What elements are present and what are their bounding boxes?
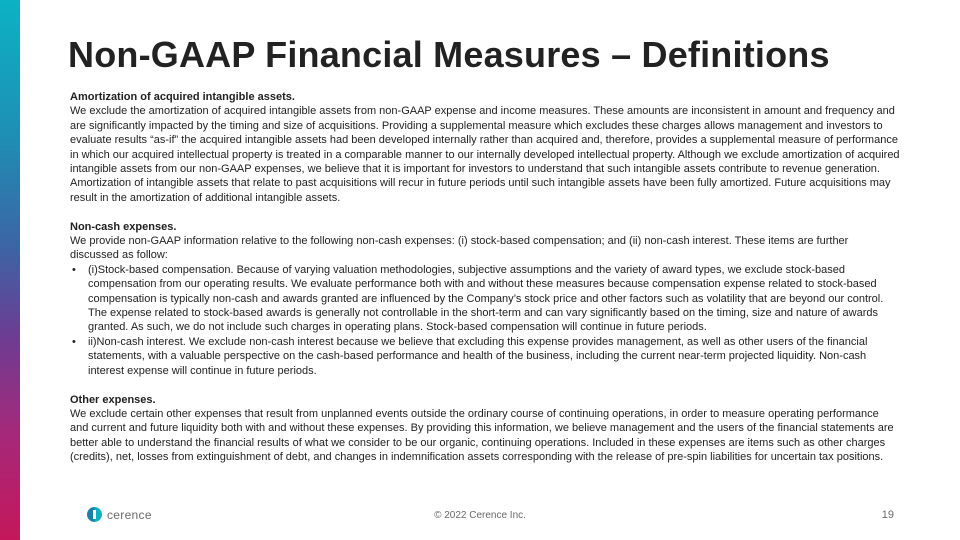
- section-non-cash-expenses: [70, 220, 900, 378]
- bullet-text: (i)Stock-based compensation. Because of varying valuation methodologies, subjective assumptions and the variety of award types, we exclude stock-based compensation from our operating results. We evaluate performance both with and without these measures because compensation expense related to stock-based compensation is typically non-cash and awards granted are influenced by the Company’s stock price and other factors such as volatility that are beyond our control. The expense related to stock-based awards is generally not controllable in the short-term and can vary significantly based on the timing, size and nature of awards granted. As such, we do not include such charges in operating plans. Stock-based compensation will continue in future periods.: [88, 263, 884, 334]
- definitions-body: [70, 90, 900, 465]
- section-heading-amortization: Amortization of acquired intangible assets.: [70, 91, 295, 103]
- section-body-other: We exclude certain other expenses that result from unplanned events outside the ordinary course of continuing operations, in order to measure operating performance and current and future liquidity both with and without these expenses. By providing this information, we believe management and the users of the financial statements are better able to understand the financial results of what we consider to be our organic, continuing operations. Included in these expenses are items such as other charges (credits), net, losses from extinguishment of debt, and changes in indemnification assets corresponding with the release of pre-spin liabilities for uncertain tax positions.: [70, 407, 894, 464]
- section-body-non-cash: We provide non-GAAP information relative to the following non-cash expenses: (i) stock-based compensation; and (ii) non-cash interest. These items are further discussed as follow:: [70, 235, 849, 262]
- section-body-amortization: We exclude the amortization of acquired intangible assets from non-GAAP expense and income measures. These amounts are inconsistent in amount and frequency and are significantly impacted by the timing and size of acquisitions. Providing a supplemental measure which excludes these charges allows management and investors to evaluate results “as-if” the acquired intangible assets had been developed internally rather than acquired and, therefore, provides a supplemental measure of performance in which our acquired intellectual property is treated in a comparable manner to our internally developed intellectual property. Although we exclude amortization of acquired intangible assets from our non-GAAP expenses, we believe that it is important for investors to understand that such intangible assets contribute to revenue generation. Amortization of intangible assets that relate to past acquisitions will recur in future periods until such intangible assets have been fully amortized. Future acquisitions may result in the amortization of additional intangible assets.: [70, 105, 900, 204]
- bullet-item-non-cash-interest: [70, 335, 900, 378]
- bullet-text: ii)Non-cash interest. We exclude non-cash interest because we believe that excluding this expense provides management, as well as other users of the financial statements, with a valuable perspective on the cash-based performance and health of the business, including the current near-term projected liquidity. Non-cash interest expense will continue in future periods.: [88, 335, 868, 377]
- copyright-text: © 2022 Cerence Inc.: [434, 510, 526, 521]
- side-accent-stripe: [0, 0, 20, 540]
- non-cash-bullet-list: [70, 263, 900, 378]
- page-number: 19: [881, 509, 894, 521]
- bullet-dot-icon: •: [72, 335, 76, 348]
- section-heading-other: Other expenses.: [70, 393, 156, 406]
- bullet-dot-icon: •: [72, 263, 76, 276]
- section-amortization: [70, 90, 900, 205]
- section-other-expenses: [70, 393, 900, 465]
- section-heading-non-cash: Non-cash expenses.: [70, 220, 177, 233]
- bullet-item-stock-based-compensation: [70, 263, 900, 335]
- logo-wordmark: cerence: [107, 507, 152, 522]
- page-title: Non-GAAP Financial Measures – Definitions: [68, 34, 830, 75]
